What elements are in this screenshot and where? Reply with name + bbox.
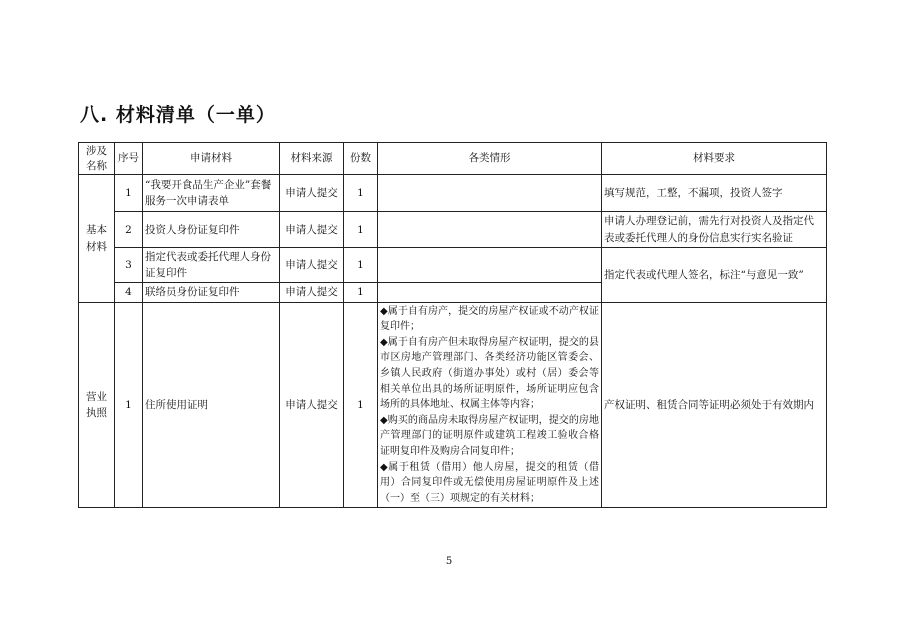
- row-no: 2: [115, 212, 143, 248]
- row-requirement: 指定代表或代理人签名，标注“与意见一致”: [602, 247, 827, 302]
- header-copies: 份数: [344, 143, 378, 175]
- row-copies: 1: [344, 247, 378, 283]
- header-situations: 各类情形: [378, 143, 602, 175]
- row-source: 申请人提交: [280, 283, 344, 302]
- header-category: 涉及名称: [79, 143, 115, 175]
- row-copies: 1: [344, 212, 378, 248]
- row-no: 1: [115, 175, 143, 212]
- materials-table: [78, 142, 827, 508]
- row-source: 申请人提交: [280, 247, 344, 283]
- row-situation: [378, 175, 602, 212]
- row-copies: 1: [344, 283, 378, 302]
- situation-item: ◆属于自有房产但未取得房屋产权证明，提交的县市区房地产管理部门、各类经济功能区管委会、乡镇人民政府（街道办事处）或村（居）委会等相关单位出具的场所证明原件，场所证明应包含场所的具体地址、权属主体等内容；: [380, 336, 599, 411]
- row-situations: [378, 302, 602, 508]
- table-row: [79, 302, 827, 508]
- situation-item: ◆属于自有房产，提交的房屋产权证或不动产权证复印件；: [380, 305, 599, 333]
- row-situation: [378, 283, 602, 302]
- header-requirements: 材料要求: [602, 143, 827, 175]
- header-material: 申请材料: [143, 143, 280, 175]
- group-business-license: 营业执照: [79, 302, 115, 508]
- row-situation: [378, 212, 602, 248]
- row-source: 申请人提交: [280, 302, 344, 508]
- row-no: 4: [115, 283, 143, 302]
- page-number: 5: [445, 556, 453, 567]
- table-row: [79, 247, 827, 283]
- row-requirement: 申请人办理登记前，需先行对投资人及指定代表或委托代理人的身份信息实行实名验证: [602, 212, 827, 248]
- situation-item: ◆购买的商品房未取得房屋产权证明，提交的房地产管理部门的证明原件或建筑工程竣工验收合格证明复印件及购房合同复印件；: [380, 414, 599, 458]
- table-row: [79, 212, 827, 248]
- row-requirement: 填写规范，工整，不漏项，投资人签字: [602, 175, 827, 212]
- row-material: 投资人身份证复印件: [143, 212, 280, 248]
- page-title: 八. 材料清单（一单）: [80, 104, 276, 126]
- row-no: 3: [115, 247, 143, 283]
- row-material: 指定代表或委托代理人身份证复印件: [143, 247, 280, 283]
- situation-item: ◆属于租赁（借用）他人房屋，提交的租赁（借用）合同复印件或无偿使用房屋证明原件及上述（一）至（三）项规定的有关材料；: [380, 461, 599, 504]
- row-no: 1: [115, 302, 143, 508]
- table-row: [79, 175, 827, 212]
- row-source: 申请人提交: [280, 212, 344, 248]
- row-requirement: 产权证明、租赁合同等证明必须处于有效期内: [602, 302, 827, 508]
- row-material: “我要开食品生产企业”套餐服务一次申请表单: [143, 175, 280, 212]
- row-material: 联络员身份证复印件: [143, 283, 280, 302]
- row-material: 住所使用证明: [143, 302, 280, 508]
- header-no: 序号: [115, 143, 143, 175]
- table-header-row: [79, 143, 827, 175]
- row-source: 申请人提交: [280, 175, 344, 212]
- row-copies: 1: [344, 175, 378, 212]
- row-situation: [378, 247, 602, 283]
- group-basic-materials: 基本材料: [79, 175, 115, 302]
- row-copies: 1: [344, 302, 378, 508]
- header-source: 材料来源: [280, 143, 344, 175]
